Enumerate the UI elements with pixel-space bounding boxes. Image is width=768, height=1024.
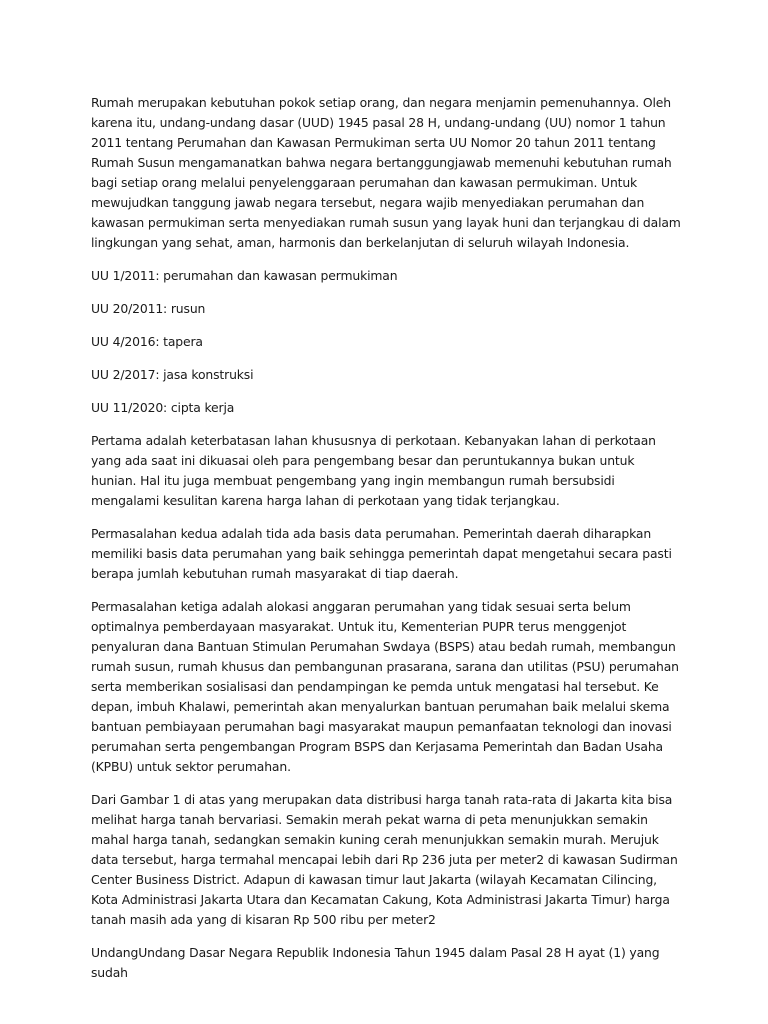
paragraph-constitution: UndangUndang Dasar Negara Republik Indonesia Tahun 1945 dalam Pasal 28 H ayat (1) yang sudah: [91, 945, 660, 980]
paragraph-housing-database: Permasalahan kedua adalah tida ada basis data perumahan. Pemerintah daerah diharapkan memiliki basis data perumahan yang baik sehingga pemerintah dapat mengetahui secara pasti berapa jumlah kebutuhan rumah masyarakat di tiap daerah.: [91, 526, 672, 581]
paragraph-budget-allocation: Permasalahan ketiga adalah alokasi anggaran perumahan yang tidak sesuai serta belum optimalnya pemberdayaan masyarakat. Untuk itu, Kementerian PUPR terus menggenjot penyaluran dana Bantuan Stimulan Perumahan Swdaya (BSPS) atau bedah rumah, membangun rumah susun, rumah khusus dan pembangunan prasarana, sarana dan utilitas (PSU) perumahan serta memberikan sosialisasi dan pendampingan ke pemda untuk mengatasi hal tersebut. Ke depan, imbuh Khalawi, pemerintah akan menyalurkan bantuan perumahan baik melalui skema bantuan pembiayaan perumahan bagi masyarakat maupun pemanfaatan teknologi dan inovasi perumahan serta pengembangan Program BSPS dan Kerjasama Pemerintah dan Badan Usaha (KPBU) untuk sektor perumahan.: [91, 599, 679, 774]
paragraph-intro: Rumah merupakan kebutuhan pokok setiap orang, dan negara menjamin pemenuhannya. Oleh karena itu, undang-undang dasar (UUD) 1945 pasal 28 H, undang-undang (UU) nomor 1 tahun 2011 tentang Perumahan dan Kawasan Permukiman serta UU Nomor 20 tahun 2011 tentang Rumah Susun mengamanatkan bahwa negara bertanggungjawab memenuhi kebutuhan rumah bagi setiap orang melalui penyelenggaraan perumahan dan kawasan permukiman. Untuk mewujudkan tanggung jawab negara tersebut, negara wajib menyediakan perumahan dan kawasan permukiman serta menyediakan rumah susun yang layak huni dan terjangkau di dalam lingkungan yang sehat, aman, harmonis dan berkelanjutan di seluruh wilayah Indonesia.: [91, 95, 681, 250]
paragraph-land-limitation: Pertama adalah keterbatasan lahan khususnya di perkotaan. Kebanyakan lahan di perkotaan yang ada saat ini dikuasai oleh para pengembang besar dan peruntukannya bukan untuk hunian. Hal itu juga membuat pengembang yang ingin membangun rumah bersubsidi mengalami kesulitan karena harga lahan di perkotaan yang tidak terjangkau.: [91, 433, 656, 508]
paragraph-law-1-2011: UU 1/2011: perumahan dan kawasan permukiman: [91, 268, 398, 283]
paragraph-law-2-2017: UU 2/2017: jasa konstruksi: [91, 367, 254, 382]
document-body: [91, 93, 681, 996]
paragraph-law-20-2011: UU 20/2011: rusun: [91, 301, 206, 316]
paragraph-law-11-2020: UU 11/2020: cipta kerja: [91, 400, 235, 415]
paragraph-law-4-2016: UU 4/2016: tapera: [91, 334, 203, 349]
paragraph-land-price-map: Dari Gambar 1 di atas yang merupakan data distribusi harga tanah rata-rata di Jakarta kita bisa melihat harga tanah bervariasi. Semakin merah pekat warna di peta menunjukkan semakin mahal harga tanah, sedangkan semakin kuning cerah menunjukkan semakin murah. Merujuk data tersebut, harga termahal mencapai lebih dari Rp 236 juta per meter2 di kawasan Sudirman Center Business District. Adapun di kawasan timur laut Jakarta (wilayah Kecamatan Cilincing, Kota Administrasi Jakarta Utara dan Kecamatan Cakung, Kota Administrasi Jakarta Timur) harga tanah masih ada yang di kisaran Rp 500 ribu per meter2: [91, 792, 678, 927]
